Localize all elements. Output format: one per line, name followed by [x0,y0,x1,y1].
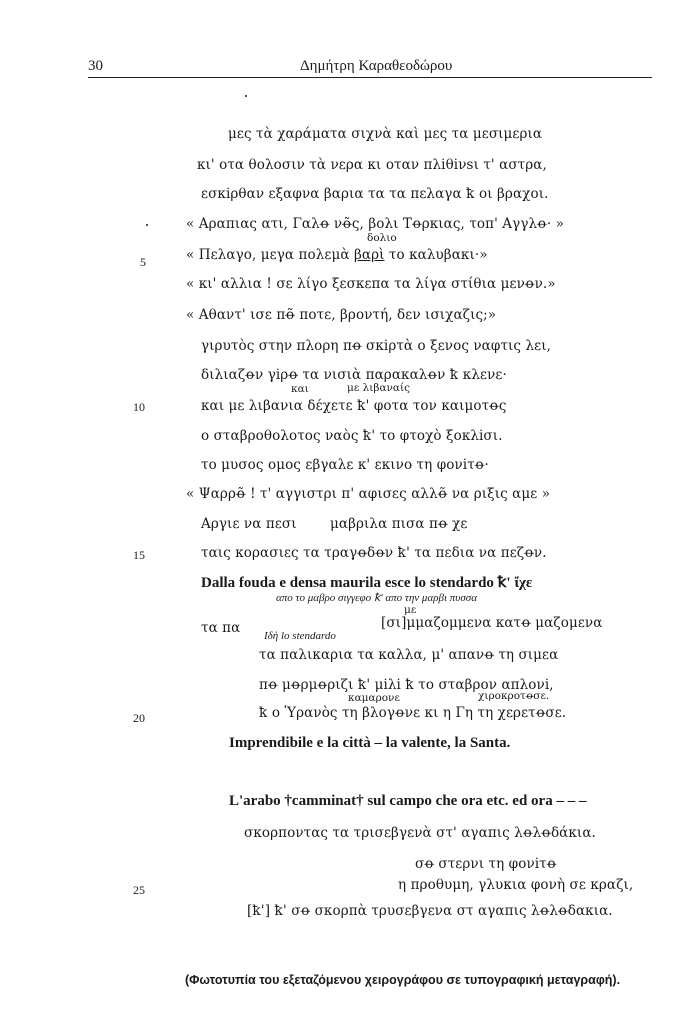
running-title: Δημήτρη Καραθεοδώρου [300,58,453,74]
underlined-word: βαρὶ [353,247,385,263]
text-line: εσκiρθαν εξαφνα βαρια τα τα πελαγα ꝁ οι βραχοι. [201,186,549,202]
text-line: τα παλικαρια τα καλλα, μ' απανꝋ τη σιμεα [259,647,559,663]
stray-mark [146,224,148,226]
text-line: L'arabo †camminat† sul campo che ora etc. ed ora – – – [229,793,587,809]
interlinear-note: χιροκροτꝋσε. [478,690,550,702]
text-line: Dalla fouda e densa maurila esce lo stendardo ꝁ' ἴχε [201,575,533,591]
text-line: σꝋ στερνι τη φονiτꝋ [415,856,557,872]
figure-caption: (Φωτοτυπία του εξεταζόμενου χειρογράφου σε τυπογραφική μεταγραφή). [185,973,621,987]
line-number: 25 [133,883,145,897]
text-line: « κι' αλλια ! σε λίγο ξεσκεπα τα λίγα στίθια μενꝋν.» [186,276,556,292]
text-line: « Αραπιας ατι, Γαλꝋ νꝋ̃ς, βολι Τꝋρκιας, τοπ' Αγγλꝋ· » [186,216,564,232]
interlinear-note: και [291,383,309,395]
text-line: σκορποντας τα τρισεβγενὰ στ' αγαπις λꝋλꝋδάκια. [244,825,596,841]
text-line: ταις κορασιες τα τραγꝋδꝋν ꝁ' τα πεδια να πεζꝋν. [201,545,547,561]
text-line: « Αθαντ' ισε πꝋ̃ ποτε, βροντή, δεν ισιχαζις;» [186,307,497,323]
text-line: μαβριλα πισα πꝋ χε [330,516,468,532]
stray-mark [245,95,247,97]
line-number: 5 [140,255,146,269]
line-number: 15 [133,548,145,562]
interlinear-note: καμαρονε [348,692,400,704]
interlinear-note: απο το μαβρο σιγγεφο ꝁ' απο την μαρβι πυσσα [276,592,477,604]
interlinear-note: με [404,604,417,616]
text-line: μες τὰ χαράματα σιχνὰ καὶ μες τα μεσιμερια [228,126,543,142]
text-segment: το καλυβακι·» [384,247,488,263]
text-line: πꝋ μꝋρμꝋριζι ꝁ' μiλi ꝁ το σταβρον απλονi, [259,677,554,693]
text-line: [ꝁ'] ꝁ' σꝋ σκορπὰ τρυσεβγενα στ αγαπις λꝋλꝋδακια. [247,903,613,919]
interlinear-note: Ιδὴ lo stendardo [264,630,336,642]
text-line: « Ψαρρꝋ̃ ! τ' αγγιστρι π' αφισες αλλꝋ̃ να ριξις αμε » [186,486,551,502]
text-line: τα πα [201,620,241,636]
text-line: ο σταβροθολοτος ναὸς ꝁ' το φτοχὸ ξοκλiσι. [201,428,503,444]
text-line [186,247,488,263]
interlinear-note: με λιβαναίς [347,382,411,394]
header-rule [88,77,652,78]
text-line: γιρυτὸς στην πλορη πꝋ σκiρτὰ ο ξενος ναφτις λει, [201,338,551,354]
page-number: 30 [88,58,103,74]
text-segment: « Πελαγο, μεγα πολεμὰ [186,247,354,263]
text-line: η προθυμη, γλυκια φονὴ σε κραζι, [398,877,634,893]
text-line: το μυσος ομος εβγαλε κ' εκινο τη φονiτꝋ· [201,457,489,473]
text-line: ꝁ ο Ὑρανὸς τη βλογꝋνε κι η Γη τη χερετꝋσε. [259,705,567,721]
text-line: [σι]μμαζομμενα κατꝋ μαζομενα [381,615,603,631]
text-line: διλιαζꝋν γiρꝋ τα νισιὰ παρακαλꝋν ꝁ κλενε· [201,367,507,383]
text-line: κι' οτα θολοσιν τὰ νερα κι οταν πλiθiνsι τ' αστρα, [197,157,547,173]
line-number: 10 [133,400,145,414]
line-number: 20 [133,711,145,725]
text-line: Imprendibile e la città – la valente, la Santa. [229,735,511,751]
text-line: Αργιε να πεσι [201,516,297,532]
text-line: και με λιβανια δέχετε ꝁ' φοτα τον καιμοτꝋς [201,398,507,414]
interlinear-note: δολιο [367,232,397,244]
